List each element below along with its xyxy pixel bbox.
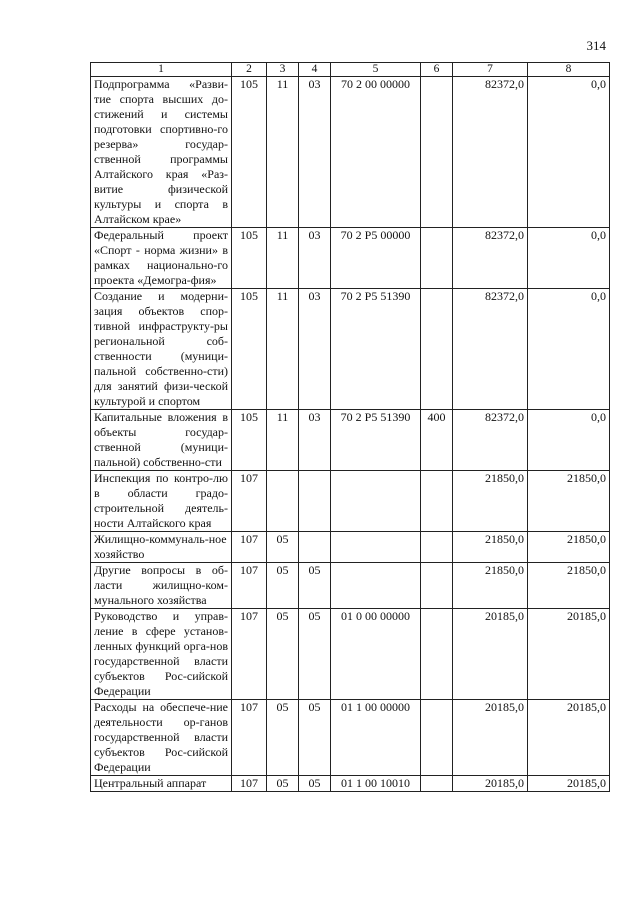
table-row	[91, 700, 610, 776]
target-item-cell: 70 2 00 00000	[331, 77, 421, 228]
admin-code-cell: 105	[232, 410, 267, 471]
expense-type-cell	[421, 228, 453, 289]
row-name-cell: Подпрограмма «Разви-тие спорта высших до-стижений и системы подготовки спортивно-го резерва» государ-ственной программы Алтайского края «Раз-витие физической культуры и спорта в Алтайском крае»	[91, 77, 232, 228]
amount-2021-cell: 20185,0	[528, 609, 610, 700]
expense-type-cell	[421, 471, 453, 532]
target-item-cell: 70 2 P5 00000	[331, 228, 421, 289]
target-item-cell: 70 2 P5 51390	[331, 289, 421, 410]
column-header: 5	[331, 63, 421, 77]
row-name-cell: Создание и модерни-зация объектов спор-тивной инфраструкту-ры региональной соб-ственности (муници-пальной собственно-сти) для занятий физи-ческой культурой и спортом	[91, 289, 232, 410]
amount-2021-cell: 21850,0	[528, 532, 610, 563]
table-row	[91, 776, 610, 792]
table-row	[91, 410, 610, 471]
amount-2020-cell: 82372,0	[453, 289, 528, 410]
subsection-code-cell: 03	[299, 410, 331, 471]
subsection-code-cell: 03	[299, 228, 331, 289]
table-row	[91, 228, 610, 289]
amount-2020-cell: 82372,0	[453, 410, 528, 471]
table-row	[91, 563, 610, 609]
section-code-cell: 11	[267, 77, 299, 228]
amount-2021-cell: 0,0	[528, 410, 610, 471]
section-code-cell: 05	[267, 563, 299, 609]
column-header: 1	[91, 63, 232, 77]
admin-code-cell: 107	[232, 609, 267, 700]
amount-2020-cell: 21850,0	[453, 532, 528, 563]
subsection-code-cell	[299, 471, 331, 532]
section-code-cell: 11	[267, 228, 299, 289]
section-code-cell: 11	[267, 410, 299, 471]
target-item-cell	[331, 471, 421, 532]
subsection-code-cell: 05	[299, 700, 331, 776]
amount-2020-cell: 82372,0	[453, 228, 528, 289]
amount-2020-cell: 82372,0	[453, 77, 528, 228]
expense-type-cell	[421, 700, 453, 776]
target-item-cell	[331, 563, 421, 609]
amount-2020-cell: 20185,0	[453, 776, 528, 792]
amount-2021-cell: 0,0	[528, 77, 610, 228]
budget-table	[90, 62, 610, 792]
admin-code-cell: 105	[232, 228, 267, 289]
target-item-cell: 70 2 P5 51390	[331, 410, 421, 471]
target-item-cell	[331, 532, 421, 563]
row-name-cell: Другие вопросы в об-ласти жилищно-ком-мунального хозяйства	[91, 563, 232, 609]
table-row	[91, 609, 610, 700]
amount-2020-cell: 21850,0	[453, 563, 528, 609]
subsection-code-cell: 05	[299, 609, 331, 700]
table-row	[91, 471, 610, 532]
table-row	[91, 77, 610, 228]
column-header: 3	[267, 63, 299, 77]
expense-type-cell	[421, 609, 453, 700]
amount-2021-cell: 0,0	[528, 228, 610, 289]
subsection-code-cell: 03	[299, 289, 331, 410]
amount-2020-cell: 21850,0	[453, 471, 528, 532]
admin-code-cell: 107	[232, 563, 267, 609]
target-item-cell: 01 1 00 10010	[331, 776, 421, 792]
row-name-cell: Центральный аппарат	[91, 776, 232, 792]
amount-2020-cell: 20185,0	[453, 609, 528, 700]
section-code-cell: 11	[267, 289, 299, 410]
expense-type-cell: 400	[421, 410, 453, 471]
row-name-cell: Расходы на обеспече-ние деятельности ор-ганов государственной власти субъектов Рос-сийской Федерации	[91, 700, 232, 776]
target-item-cell: 01 1 00 00000	[331, 700, 421, 776]
row-name-cell: Капитальные вложения в объекты государ-ственной (муници-пальной) собственно-сти	[91, 410, 232, 471]
amount-2021-cell: 20185,0	[528, 700, 610, 776]
section-code-cell: 05	[267, 776, 299, 792]
column-header: 6	[421, 63, 453, 77]
target-item-cell: 01 0 00 00000	[331, 609, 421, 700]
table-row	[91, 289, 610, 410]
section-code-cell: 05	[267, 532, 299, 563]
admin-code-cell: 107	[232, 532, 267, 563]
admin-code-cell: 107	[232, 776, 267, 792]
amount-2021-cell: 20185,0	[528, 776, 610, 792]
expense-type-cell	[421, 289, 453, 410]
subsection-code-cell: 05	[299, 776, 331, 792]
row-name-cell: Федеральный проект «Спорт - норма жизни» в рамках национально-го проекта «Демогра-фия»	[91, 228, 232, 289]
admin-code-cell: 105	[232, 289, 267, 410]
table-row	[91, 532, 610, 563]
admin-code-cell: 107	[232, 471, 267, 532]
expense-type-cell	[421, 563, 453, 609]
amount-2020-cell: 20185,0	[453, 700, 528, 776]
column-header: 8	[528, 63, 610, 77]
admin-code-cell: 105	[232, 77, 267, 228]
amount-2021-cell: 0,0	[528, 289, 610, 410]
section-code-cell: 05	[267, 700, 299, 776]
column-header: 2	[232, 63, 267, 77]
page-number: 314	[586, 38, 606, 53]
subsection-code-cell: 03	[299, 77, 331, 228]
section-code-cell	[267, 471, 299, 532]
row-name-cell: Руководство и управ-ление в сфере установ-ленных функций орга-нов государственной власти субъектов Рос-сийской Федерации	[91, 609, 232, 700]
amount-2021-cell: 21850,0	[528, 471, 610, 532]
expense-type-cell	[421, 77, 453, 228]
admin-code-cell: 107	[232, 700, 267, 776]
column-header: 7	[453, 63, 528, 77]
row-name-cell: Инспекция по контро-лю в области градо-строительной деятель-ности Алтайского края	[91, 471, 232, 532]
amount-2021-cell: 21850,0	[528, 563, 610, 609]
expense-type-cell	[421, 532, 453, 563]
section-code-cell: 05	[267, 609, 299, 700]
table-header-row	[91, 63, 610, 77]
row-name-cell: Жилищно-коммуналь-ное хозяйство	[91, 532, 232, 563]
column-header: 4	[299, 63, 331, 77]
expense-type-cell	[421, 776, 453, 792]
subsection-code-cell: 05	[299, 563, 331, 609]
subsection-code-cell	[299, 532, 331, 563]
